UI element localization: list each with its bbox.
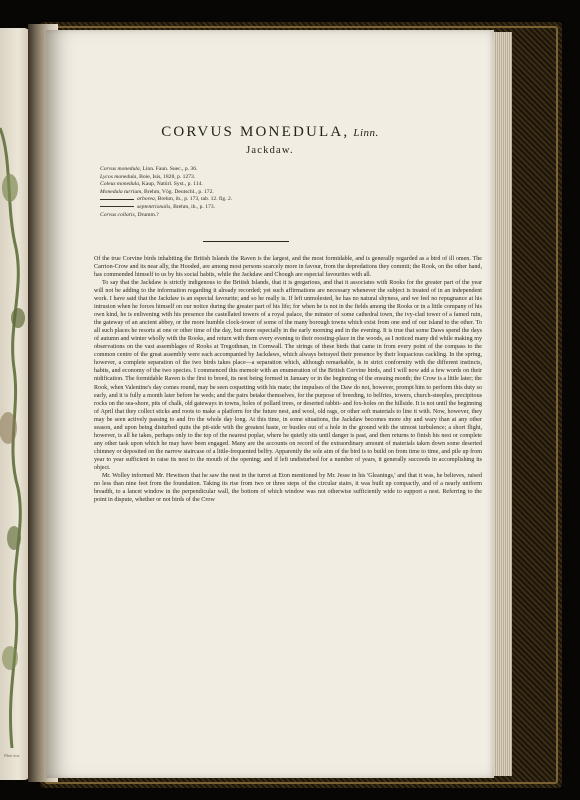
synonym-entry: Coleus monedula, Kaup, Natürl. Syst., p. 114.: [100, 181, 203, 188]
paragraph: To say that the Jackdaw is strictly indigenous to the British Islands, that it is gregarious, and that it associates with Rooks for the greater part of the year will not be adding to the information regarding it already recorded; yet such affirmations are necessary whenever the subject is treated of in an independent work. I have said that the Jackdaw is an especial favourite; and so he really is. If left unmolested, he has no natural shyness, and we feel no repugnance at his intrusion when he forces himself on our notice during the greater part of his life; for when he is not in the fields among the Rooks or in a little company of his own kind, he is enlivening with his presence the castellated towers of a royal palace, the minster of some cathedral town, the ivy-clad tower of a famed ruin, the gateway of an ancient abbey, or the more humble clock-tower of some of the many borough towns which exist from one end of our island to the other. To all such places he resorts at one or other time of the day, but more especially in the early morning and in the evening. It is true that some Daws spend the days of autumn and winter wholly with the Rooks, and return with them every evening to their roosting-place in the woods, as I noticed many did while making my observations on the vast assemblages of Rooks at Tregothnan, in Cornwall. The strings of these birds that came in from every point of the compass to the common centre of the great assembly were each accompanied by Jackdaws, which always betrayed their presence by their loquacious cackling. In the spring, however, a complete separation of the two birds takes place—a separation which, although remarkable, is in strict conformity with the different instincts, habits, and economy of the two species. I commenced this memoir with an enumeration of the British Corvine birds, and I will now add a few words on their nidification. The formidable Raven is the first to breed, its nest being formed in January or in the beginning of the ensuing month; the Crow is a little later; the Rook, when Valentine's day comes round, may be seen coquetting with his mate; the impulses of the Daw do not, however, prompt him to perform this duty so early, and it is fully a month later before he weds; and the pairs betake themselves, for the purpose of breeding, to belfries, towers, church-steeples, precipitous rocks on the sea-shore, pits of chalk, old gateways in towns, holes of pollard trees, or deserted rabbit- and fox-holes on the hillside. It is not until the beginning of April that they collect sticks and roots to make a platform for the future nest, and wool, old rags, or other soft materials to line it with. Now, however, they may be seen actively passing to and fro the whole day long. At this time, in some situations, the Jackdaw becomes more shy and wary than at any other season, and upon being disturbed quits the pit-side with the greatest haste, or bustles out of a hole in the ground with the utmost turbulence; a short flight, however, is all he takes, perhaps only to the top of the nearest poplar, where he quietly sits until danger is past, and then returns to finish his nest or complete any other task upon which he may have been engaged. Many are the accounts on record of the extraordinary amount of materials taken down some deserted chimney or deposited on the narrow staircase of a little-frequented belfry. Apparently the sole aim of the bird is to build on from time to time, and pile up from year to year sufficient to raise its nest to the mouth of the opening; and if left undisturbed for a number of years, it generally succeeds in accomplishing its object.: [94, 280, 482, 471]
species-name: CORVUS MONEDULA,: [161, 124, 350, 140]
common-name: Jackdaw.: [246, 145, 294, 156]
section-divider: [203, 241, 289, 242]
synonym-entry: septentrionalis, Brehm, ib., p. 173.: [100, 204, 400, 212]
species-authority: Linn.: [353, 127, 379, 139]
synonym-entry: Corvus monedula, Linn. Faun. Suec., p. 36.: [100, 166, 198, 172]
synonym-entry: Lycos monedula, Boie, Isis, 1828, p. 1273.: [100, 173, 196, 180]
synonym-entry: Corvus collaris, Drumm.?: [100, 211, 159, 218]
species-title: [46, 124, 494, 141]
paragraph: Of the true Corvine birds inhabiting the British Islands the Raven is the largest, and the most formidable, and is generally regarded as a bird of ill omen. The Carrion-Crow and its near ally, the Hooded, are among most persons scarcely more in favour, from the depredations they commit; the Rook, on the other hand, has commended himself to us by his social habits, while the Jackdaw and Chough are especial favourites with all.: [94, 256, 482, 279]
bird-illustration: [0, 68, 28, 768]
left-page: [0, 28, 30, 780]
article-body: [94, 255, 482, 504]
left-page-caption: Plate text: [4, 753, 20, 758]
synonym-entry: arborea, Brehm, ib., p. 173, tab. 12. fig. 2.: [100, 196, 400, 204]
synonym-entry: Monedula turrium, Brehm, Vög. Deutschl., p. 172.: [100, 188, 214, 195]
paragraph: Mr. Wolley informed Mr. Hewitson that he saw the nest in the turret at Eton mentioned by Mr. Jesse in his 'Gleanings,' and that it was, he believes, raised no less than nine feet from the foundation. Taking its rise from two or three steps of the circular stairs, it was built up compactly, and of a nearly uniform breadth, to a lancet window in the perpendicular wall, the bottom of which window was not otherwise sufficiently wide to support a nest. Referring to the point in dispute, whether or not birds of the Crow: [94, 472, 482, 503]
synonymy-list: [100, 166, 400, 219]
